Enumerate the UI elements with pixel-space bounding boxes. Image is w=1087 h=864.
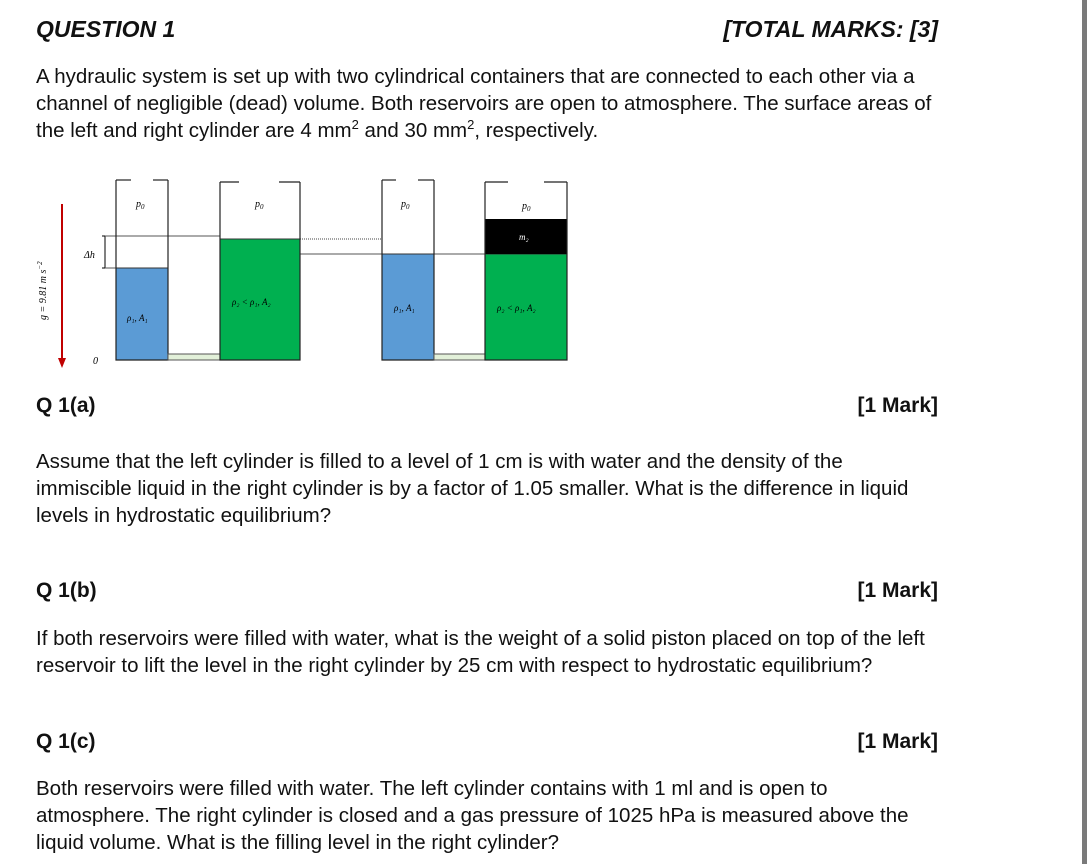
- page-edge: [1082, 0, 1087, 864]
- question-title: QUESTION 1: [36, 16, 176, 42]
- zero-label: 0: [93, 356, 98, 367]
- q1a-title: Q 1(a): [36, 394, 96, 417]
- q1b-marks: [1 Mark]: [857, 579, 938, 602]
- setup2-right-p0: $p_0$: [522, 201, 531, 213]
- setup2-left-p0: $p_0$: [401, 199, 410, 211]
- q1a-marks: [1 Mark]: [857, 394, 938, 417]
- gravity-label: g = 9.81 m $s^{-2}$: [36, 261, 49, 320]
- setup1-left-p0: $p_0$: [136, 199, 145, 211]
- intro-text-3: , respectively.: [474, 119, 599, 142]
- setup1-right-liquid-label: ρ₂ < ρ₁, A₂: [232, 297, 271, 307]
- intro-paragraph: [36, 63, 941, 144]
- q1b-text: If both reservoirs were filled with water, what is the weight of a solid piston placed on top of the left reservoir to lift the level in the right cylinder by 25 cm with respect to hydrostatic equilibrium?: [36, 627, 925, 677]
- q1c-title: Q 1(c): [36, 730, 96, 753]
- setup1-left-liquid-label: ρ₁, A₁: [127, 313, 148, 323]
- q1a-text: Assume that the left cylinder is filled to a level of 1 cm is with water and the density of the immiscible liquid in the right cylinder is by a factor of 1.05 smaller. What is the difference in liquid levels in hydrostatic equilibrium?: [36, 450, 909, 527]
- intro-sup-1: 2: [351, 117, 359, 133]
- intro-text-1: A hydraulic system is set up with two cylindrical containers that are connected to each other via a channel of negligible (dead) volume. Both reservoirs are open to atmosphere. The surface areas of the left and right cylinder are 4 mm: [36, 65, 932, 142]
- setup1-channel: [168, 354, 220, 360]
- setup2-channel: [434, 354, 485, 360]
- intro-text-2: and 30 mm: [358, 119, 468, 142]
- setup2-left-liquid-label: ρ₁, A₁: [394, 303, 415, 313]
- setup2-right-liquid-label: ρ₂ < ρ₁, A₂: [497, 303, 536, 313]
- q1c-text: Both reservoirs were filled with water. The left cylinder contains with 1 ml and is open to atmosphere. The right cylinder is closed and a gas pressure of 1025 hPa is measured above the liquid volume. What is the filling level in the right cylinder?: [36, 777, 909, 854]
- setup2-piston-label: m₂: [519, 232, 529, 242]
- gravity-arrowhead: [58, 358, 66, 368]
- q1b-title: Q 1(b): [36, 579, 97, 602]
- delta-h-label: Δh: [84, 250, 95, 261]
- setup1-right-p0: $p_0$: [255, 199, 264, 211]
- q1c-marks: [1 Mark]: [857, 730, 938, 753]
- total-marks: [TOTAL MARKS: [3]: [723, 16, 938, 42]
- hydraulic-diagram: [30, 172, 575, 372]
- intro-sup-2: 2: [467, 117, 475, 133]
